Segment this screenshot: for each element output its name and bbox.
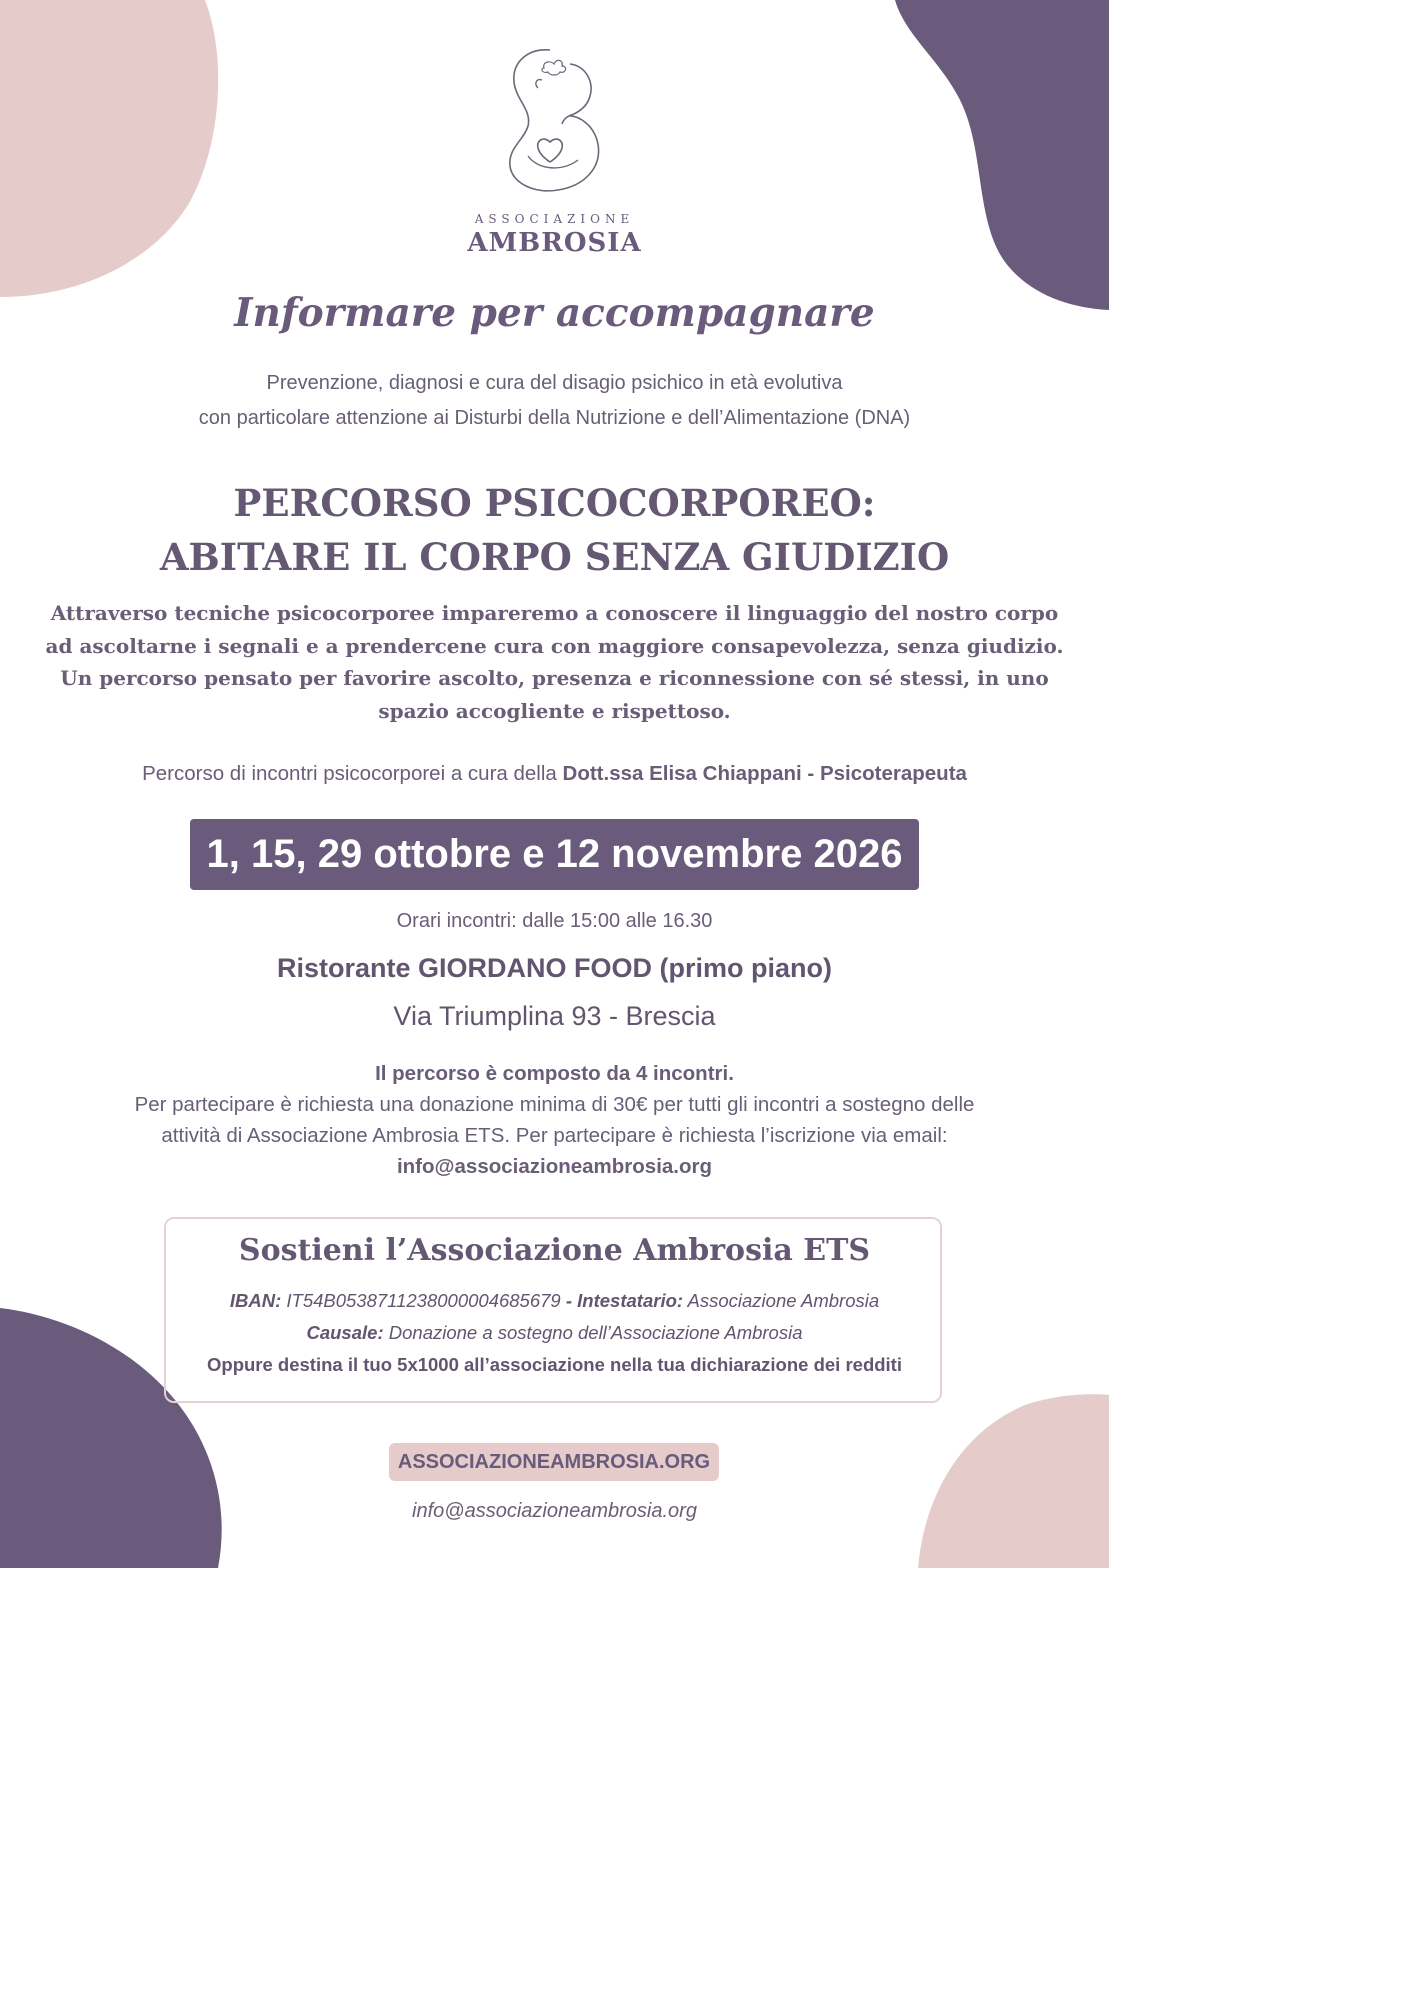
mother-child-heart-icon	[498, 44, 610, 196]
credit-line	[0, 762, 1109, 786]
description-line: Attraverso tecniche psicocorporee impareremo a conoscere il linguaggio del nostro corpo	[50, 601, 1059, 625]
iban-value: IT54B0538711238000004685679	[286, 1290, 561, 1311]
description-line: spazio accogliente e rispettoso.	[378, 698, 731, 723]
credit-prefix: Percorso di incontri psicocorporei a cura della	[142, 762, 563, 785]
holder-label: Intestatario:	[577, 1290, 684, 1311]
intro-text	[0, 366, 1109, 436]
tagline: Informare per accompagnare	[234, 290, 875, 336]
details-line: attività di Associazione Ambrosia ETS. Per partecipare è richiesta l’iscrizione via email:	[161, 1124, 948, 1147]
description-line: ad ascoltarne i segnali e a prendercene cura con maggiore consapevolezza, senza giudizio.	[45, 633, 1064, 658]
logo-name: AMBROSIA	[467, 228, 642, 258]
support-title: Sostieni l’Associazione Ambrosia ETS	[238, 1233, 871, 1268]
details-line: Per partecipare è richiesta una donazione minima di 30€ per tutti gli incontri a sostegno delle	[134, 1093, 975, 1116]
event-title-line: ABITARE IL CORPO SENZA GIUDIZIO	[159, 535, 950, 579]
five-per-thousand-line: Oppure destina il tuo 5x1000 all’associazione nella tua dichiarazione dei redditi	[207, 1354, 902, 1375]
iban-line	[0, 1290, 1109, 1312]
meeting-hours: Orari incontri: dalle 15:00 alle 16.30	[396, 910, 713, 932]
event-description	[40, 597, 1069, 727]
details-line: Il percorso è composto da 4 incontri.	[375, 1062, 734, 1085]
causale-line	[0, 1322, 1109, 1344]
iban-label: IBAN:	[229, 1290, 282, 1311]
causale-value: Donazione a sostegno dell’Associazione Ambrosia	[388, 1322, 803, 1343]
description-line: Un percorso pensato per favorire ascolto, presenza e riconnessione con sé stessi, in uno	[60, 666, 1049, 690]
venue-name: Ristorante GIORDANO FOOD (primo piano)	[276, 953, 832, 983]
intro-line: Prevenzione, diagnosi e cura del disagio psichico in età evolutiva	[266, 372, 843, 394]
separator: -	[560, 1290, 578, 1311]
participation-details	[0, 1058, 1109, 1182]
venue-address: Via Triumplina 93 - Brescia	[393, 1001, 716, 1031]
blob-top-right	[895, 0, 1109, 310]
event-title	[0, 476, 1109, 584]
holder-value: Associazione Ambrosia	[687, 1290, 880, 1311]
contact-email-link[interactable]: info@associazioneambrosia.org	[396, 1155, 713, 1178]
dates-banner: 1, 15, 29 ottobre e 12 novembre 2026	[190, 819, 919, 890]
footer-email-link[interactable]: info@associazioneambrosia.org	[412, 1500, 697, 1522]
blob-bottom-right	[918, 1394, 1109, 1568]
event-title-line: PERCORSO PSICOCORPOREO:	[233, 481, 876, 525]
credit-name: Dott.ssa Elisa Chiappani - Psicoterapeuta	[562, 762, 967, 785]
website-link[interactable]: ASSOCIAZIONEAMBROSIA.ORG	[389, 1443, 719, 1481]
intro-line: con particolare attenzione ai Disturbi della Nutrizione e dell’Alimentazione (DNA)	[198, 407, 911, 429]
logo-association-label: ASSOCIAZIONE	[474, 212, 635, 226]
causale-label: Causale:	[306, 1322, 384, 1343]
